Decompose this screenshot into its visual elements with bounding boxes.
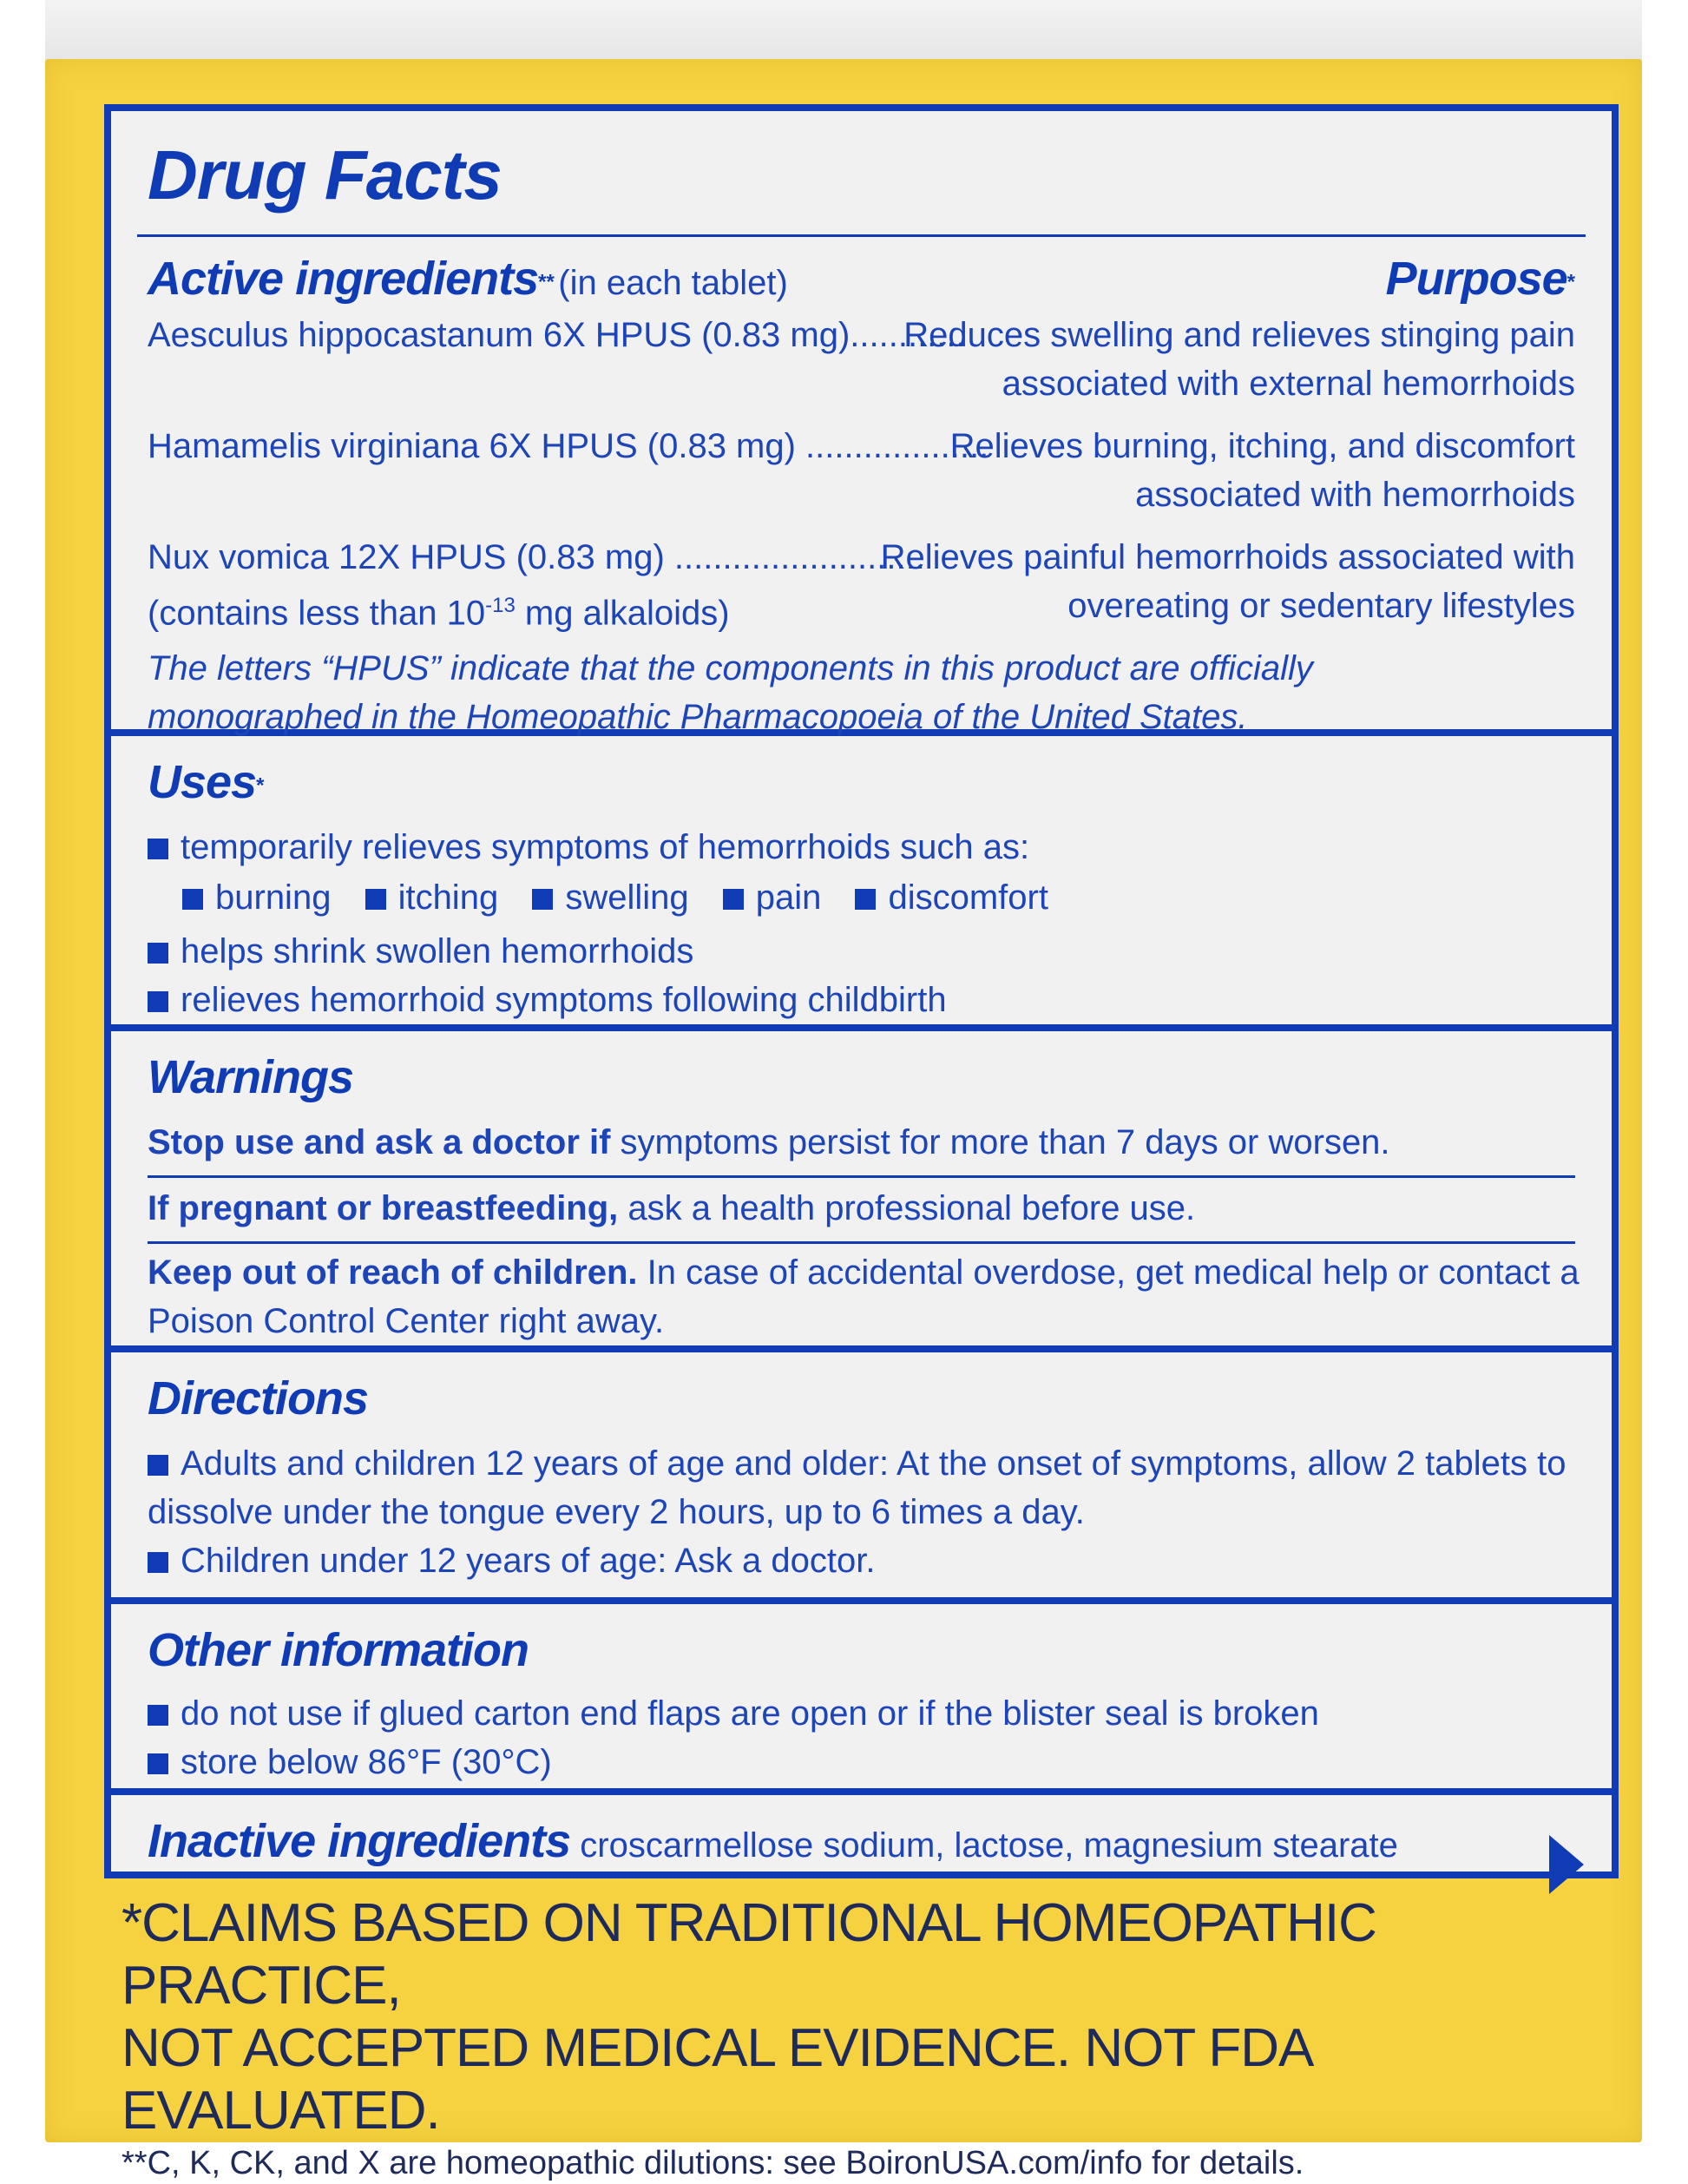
symptom-item: burning — [215, 878, 332, 917]
list-item-text: temporarily relieves symptoms of hemorrhoids such as: — [181, 828, 1030, 866]
symptom-item: discomfort — [888, 878, 1048, 917]
inactive-line — [148, 1814, 1398, 1870]
ingredient-name: Nux vomica 12X HPUS (0.83 mg) .......................... — [148, 538, 925, 576]
list-item-text: helps shrink swollen hemorrhoids — [181, 932, 694, 970]
other-info-list — [148, 1689, 1319, 1786]
uses-section — [111, 736, 1612, 1031]
square-bullet-icon — [723, 889, 744, 910]
active-heading-marker: ** — [538, 270, 555, 294]
uses-heading-marker: * — [256, 773, 265, 798]
list-item-text: relieves hemorrhoid symptoms following childbirth — [181, 981, 947, 1019]
claims-line: *CLAIMS BASED ON TRADITIONAL HOMEOPATHIC PRACTICE, — [122, 1893, 1376, 2016]
purpose-heading-marker: * — [1566, 270, 1575, 294]
warning-rule — [148, 1241, 1575, 1244]
square-bullet-icon — [532, 889, 553, 910]
warning-pregnant — [148, 1184, 1195, 1233]
alkaloid-note-suffix: mg alkaloids) — [515, 594, 730, 633]
claims-line: NOT ACCEPTED MEDICAL EVIDENCE. NOT FDA EVALUATED. — [122, 2018, 1310, 2141]
ingredient-row — [148, 533, 1575, 633]
warning-text: In case of accidental overdose, get medical help or contact a — [637, 1253, 1580, 1292]
ingredient-purpose: Reduces swelling and relieves stinging pain — [903, 316, 1575, 354]
ingredient-name: Hamamelis virginiana 6X HPUS (0.83 mg) ................... — [148, 427, 989, 465]
carton-top-flap — [45, 0, 1642, 61]
warning-keep-out — [148, 1248, 1588, 1345]
warnings-section — [111, 1031, 1612, 1352]
list-item-text: do not use if glued carton end flaps are open or if the blister seal is broken — [181, 1694, 1319, 1733]
ingredient-row — [148, 311, 1575, 408]
warning-bold: Stop use and ask a doctor if — [148, 1123, 611, 1161]
square-bullet-icon — [182, 889, 203, 910]
active-heading: Active ingredients — [148, 253, 539, 305]
square-bullet-icon — [148, 1753, 168, 1774]
symptom-item: pain — [755, 878, 822, 917]
warning-rule — [148, 1175, 1575, 1178]
list-item — [148, 1738, 1319, 1786]
alkaloid-note-text: (contains less than 10 — [148, 594, 486, 633]
warning-stop-use — [148, 1118, 1571, 1167]
square-bullet-icon — [855, 889, 876, 910]
warning-bold: Keep out of reach of children. — [148, 1253, 638, 1292]
alkaloid-note — [148, 582, 730, 637]
symptom-list — [148, 873, 1048, 922]
symptom-item: swelling — [565, 878, 689, 917]
other-info-section — [111, 1604, 1612, 1795]
warnings-heading: Warnings — [148, 1051, 354, 1103]
list-item — [148, 976, 1048, 1024]
warning-text: Poison Control Center right away. — [148, 1302, 665, 1340]
drug-facts-title: Drug Facts — [148, 136, 502, 214]
square-bullet-icon — [148, 1455, 168, 1476]
list-item-text: dissolve under the tongue every 2 hours, up to 6 times a day. — [148, 1493, 1085, 1531]
list-item-text: store below 86°F (30°C) — [181, 1743, 552, 1781]
ingredient-purpose: Relieves burning, itching, and discomfort — [949, 427, 1575, 465]
title-rule — [137, 234, 1586, 237]
purpose-heading: Purpose — [1385, 253, 1567, 305]
warning-bold: If pregnant or breastfeeding, — [148, 1189, 619, 1227]
list-item-text: Adults and children 12 years of age and older: At the onset of symptoms, allow 2 tablets to — [181, 1444, 1566, 1483]
list-item — [148, 1536, 1588, 1585]
dilutions-note: **C, K, CK, and X are homeopathic dilutions: see BoironUSA.com/info for details. — [122, 2145, 1304, 2181]
drug-facts-panel — [104, 104, 1619, 1878]
inactive-ingredients-section — [111, 1795, 1612, 1882]
alkaloid-exponent: -13 — [485, 594, 516, 617]
list-item — [148, 927, 1048, 976]
uses-list — [148, 823, 1048, 1024]
square-bullet-icon — [148, 839, 168, 859]
list-item-text: Children under 12 years of age: Ask a doctor. — [181, 1542, 876, 1580]
directions-section — [111, 1352, 1612, 1604]
symptom-item: itching — [397, 878, 499, 917]
inactive-text: croscarmellose sodium, lactose, magnesium stearate — [570, 1826, 1398, 1865]
list-item — [148, 1439, 1588, 1488]
hpus-note-line: monographed in the Homeopathic Pharmacopoeia of the United States. — [148, 698, 1248, 736]
square-bullet-icon — [148, 943, 168, 964]
active-ingredients-section — [111, 111, 1612, 736]
directions-list — [148, 1439, 1588, 1585]
hpus-note — [148, 644, 1313, 741]
warning-text: symptoms persist for more than 7 days or worsen. — [610, 1123, 1390, 1161]
ingredient-row — [148, 422, 1575, 519]
ingredient-purpose: Relieves painful hemorrhoids associated with — [880, 538, 1575, 576]
list-item — [148, 1689, 1319, 1738]
active-heading-note: (in each tablet) — [558, 264, 788, 302]
warning-text: ask a health professional before use. — [618, 1189, 1196, 1227]
directions-heading: Directions — [148, 1372, 369, 1424]
triangle-right-icon — [1549, 1835, 1584, 1894]
ingredient-purpose-cont: associated with hemorrhoids — [1135, 476, 1575, 514]
ingredient-purpose-cont: associated with external hemorrhoids — [1002, 365, 1575, 403]
list-item — [148, 823, 1048, 872]
uses-heading: Uses — [148, 756, 257, 808]
square-bullet-icon — [148, 1552, 168, 1573]
square-bullet-icon — [148, 1705, 168, 1726]
other-info-heading: Other information — [148, 1624, 529, 1676]
square-bullet-icon — [365, 889, 386, 910]
inactive-heading: Inactive ingredients — [148, 1815, 571, 1867]
square-bullet-icon — [148, 991, 168, 1012]
footer-disclaimer — [122, 1892, 1597, 2184]
ingredient-name: Aesculus hippocastanum 6X HPUS (0.83 mg)............ — [148, 316, 966, 354]
hpus-note-line: The letters “HPUS” indicate that the components in this product are officially — [148, 649, 1313, 687]
ingredient-purpose-cont: overeating or sedentary lifestyles — [1067, 587, 1575, 625]
active-heading-row — [148, 252, 1575, 307]
